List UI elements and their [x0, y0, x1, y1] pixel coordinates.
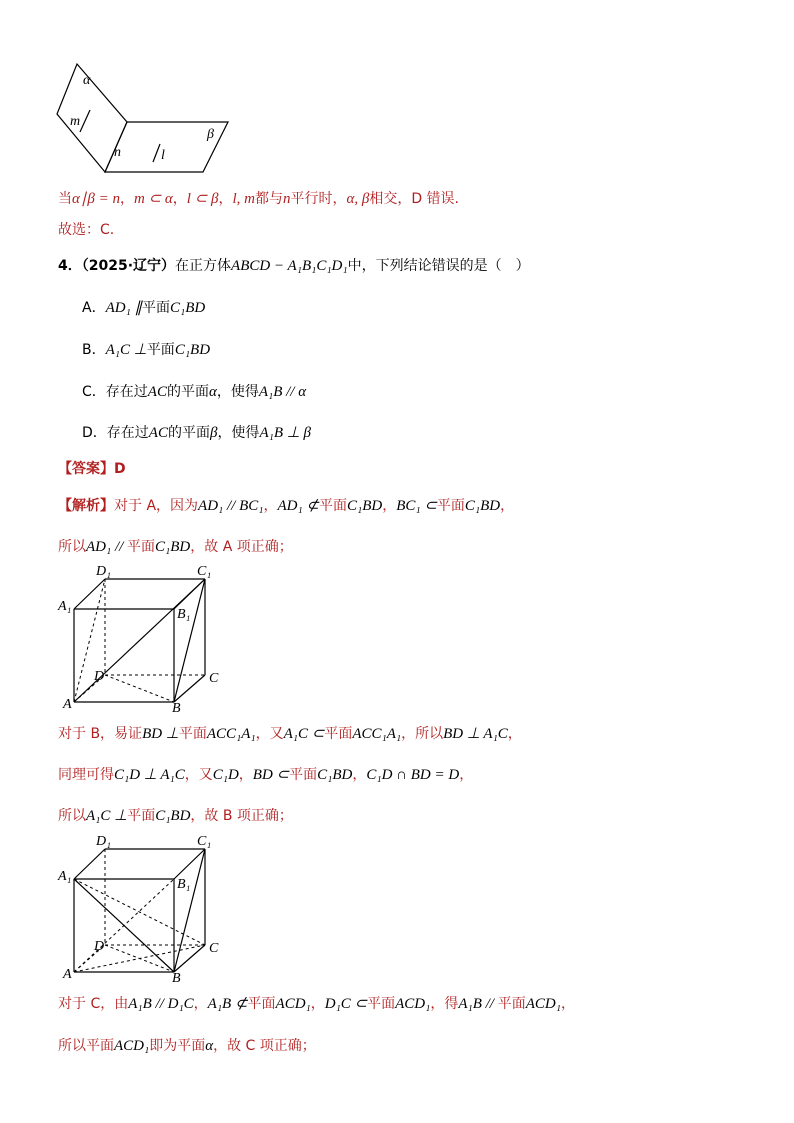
label-n: n [114, 145, 121, 160]
label2-D1: D₁ [96, 834, 111, 849]
label-m: m [70, 114, 81, 129]
label-A1: A₁ [58, 599, 72, 614]
label-l: l [161, 148, 165, 163]
label-B1: B₁ [177, 607, 191, 622]
label-C1: C₁ [197, 564, 212, 579]
option-b: B．A₁C ⊥平面C₁BD [82, 342, 211, 358]
analysis-c-line1: 对于 C，由A₁B // D₁C，A₁B ⊄平面ACD₁，D₁C ⊂平面ACD₁，得A₁B // 平面ACD₁， [58, 996, 575, 1012]
label2-C: C [209, 941, 219, 956]
prev-conclusion: 当α∣β = n，m ⊂ α，l ⊂ β，l, m都与n平行时，α, β相交，D 错误. [58, 191, 460, 207]
label-beta: β [207, 127, 214, 142]
label-alpha: α [83, 73, 91, 88]
label-D: D [94, 669, 105, 684]
label2-D: D [94, 939, 105, 954]
analysis-b-line1: 对于 B，易证BD ⊥平面ACC₁A₁，又A₁C ⊂平面ACC₁A₁，所以BD ⊥ A₁C， [58, 726, 522, 742]
question-4: 4．（2025·辽宁）在正方体ABCD − A₁B₁C₁D₁中，下列结论错误的是（ ） [58, 258, 530, 274]
analysis-b-line2: 同理可得C₁D ⊥ A₁C，又C₁D，BD ⊂平面C₁BD，C₁D ∩ BD = D， [58, 767, 474, 783]
cube-figure-1 [55, 562, 225, 712]
analysis-b-conclusion: 所以A₁C ⊥平面C₁BD，故 B 项正确； [58, 808, 293, 824]
analysis-a-conclusion: 所以AD₁ // 平面C₁BD，故 A 项正确； [58, 539, 293, 555]
label2-A: A [63, 967, 72, 982]
label-C: C [209, 671, 219, 686]
label-D1: D₁ [96, 564, 111, 579]
option-d: D．存在过AC的平面β，使得A₁B ⊥ β [82, 425, 312, 441]
label2-B: B [172, 971, 181, 982]
answer: 【答案】D [58, 461, 126, 477]
cube-figure-2 [55, 832, 225, 982]
label-B: B [172, 701, 181, 712]
label-A: A [63, 697, 72, 712]
label2-C1: C₁ [197, 834, 212, 849]
label2-A1: A₁ [58, 869, 72, 884]
label2-B1: B₁ [177, 877, 191, 892]
option-a: A．AD₁ ∥平面C₁BD [82, 300, 206, 316]
prev-answer: 故选：C. [58, 222, 115, 238]
planes-figure [50, 58, 240, 178]
analysis-c-conclusion: 所以平面ACD₁即为平面α，故 C 项正确； [58, 1038, 316, 1054]
option-c: C．存在过AC的平面α，使得A₁B // α [82, 384, 307, 400]
analysis-a: 【解析】对于 A，因为AD₁ // BC₁，AD₁ ⊄平面C₁BD，BC₁ ⊂平面C₁BD， [58, 498, 515, 514]
